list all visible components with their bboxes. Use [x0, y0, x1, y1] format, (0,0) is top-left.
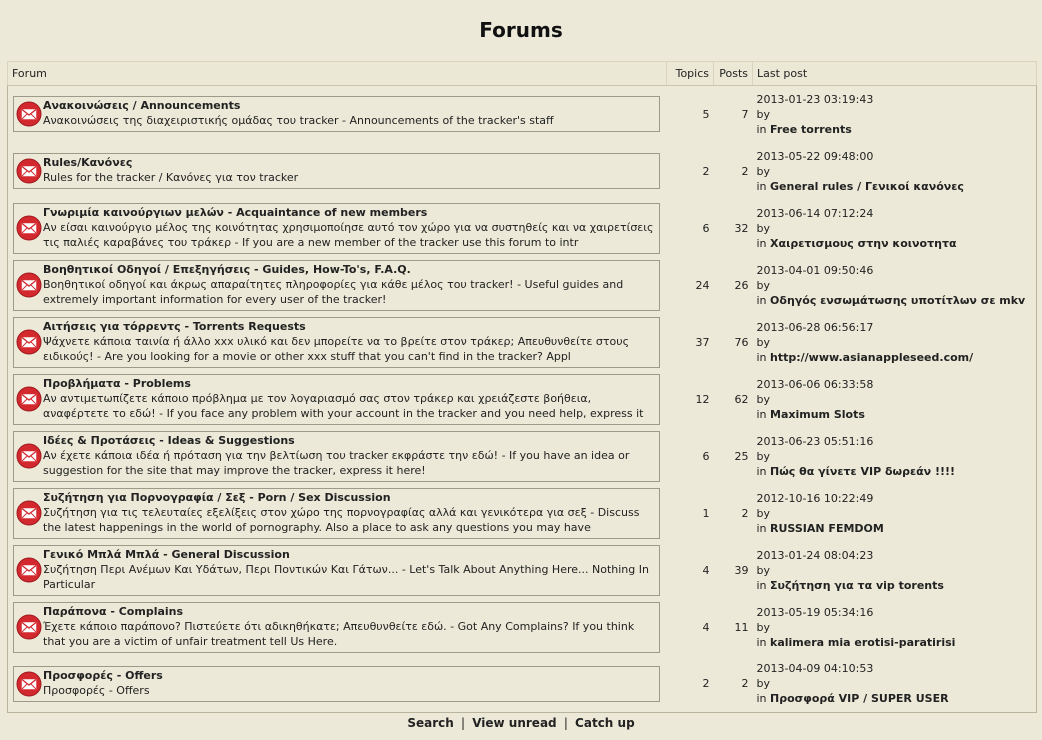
envelope-icon	[16, 614, 42, 640]
last-post-topic-link[interactable]: Συζήτηση για τα vip torents	[770, 578, 944, 592]
forum-row	[8, 314, 1037, 371]
forum-cell	[8, 257, 667, 314]
last-post-cell	[753, 143, 1037, 200]
last-post-in-label: in	[756, 179, 767, 193]
last-post-topic-link[interactable]: Προσφορά VIP / SUPER USER	[770, 692, 949, 706]
last-post-by: by	[756, 449, 770, 463]
forum-cell	[8, 314, 667, 371]
last-post-in	[757, 578, 1037, 593]
forum-box	[13, 153, 660, 189]
forum-link[interactable]: Γνωριμία καινούργιων μελών - Acquaintance of new members	[43, 205, 428, 219]
forum-link[interactable]: Προβλήματα - Problems	[43, 376, 191, 390]
forum-link[interactable]: Βοηθητικοί Οδηγοί / Επεξηγήσεις - Guides, How-To's, F.A.Q.	[43, 262, 411, 276]
forum-description: Συζήτηση Περι Ανέμων Και Υδάτων, Περι Ποντικών Και Γάτων... - Let's Talk About Anything Here... Nothing In Particular	[43, 562, 649, 591]
last-post-in-label: in	[756, 236, 767, 250]
envelope-icon	[16, 329, 42, 355]
topics-count: 1	[702, 506, 710, 520]
envelope-icon	[16, 272, 42, 298]
forum-row	[8, 257, 1037, 314]
forum-row	[8, 371, 1037, 428]
forum-box	[13, 203, 660, 254]
last-post-topic-link[interactable]: Maximum Slots	[770, 407, 865, 421]
forum-list	[8, 86, 1037, 713]
last-post-by: by	[756, 563, 770, 577]
last-post-in	[757, 464, 1037, 479]
last-post-cell	[753, 200, 1037, 257]
forum-link[interactable]: Γενικό Μπλά Μπλά - General Discussion	[43, 547, 290, 561]
last-post-date: 2013-05-19 05:34:16	[756, 605, 874, 619]
forum-cell	[8, 86, 667, 143]
forum-box	[13, 488, 660, 539]
page-title: Forums	[479, 18, 563, 42]
forum-link[interactable]: Αιτήσεις για τόρρεντς - Torrents Requests	[43, 319, 306, 333]
last-post-date: 2013-01-24 08:04:23	[756, 548, 874, 562]
search-link[interactable]: Search	[407, 716, 454, 730]
forum-description: Έχετε κάποιο παράπονο? Πιστεύετε ότι αδικηθήκατε; Απευθυνθείτε εδώ. - Got Any Complains? If you think that you are a victim of unfair treatment tell Us Here.	[43, 619, 635, 648]
last-post-date: 2013-04-01 09:50:46	[756, 263, 874, 277]
view-unread-link[interactable]: View unread	[472, 716, 557, 730]
posts-count: 25	[734, 449, 749, 463]
topics-count: 2	[702, 677, 710, 691]
posts-count: 62	[734, 392, 749, 406]
forum-box	[13, 317, 660, 368]
last-post-in-label: in	[756, 407, 767, 421]
envelope-icon	[16, 386, 42, 412]
last-post-in	[757, 179, 1037, 194]
footer-separator: |	[460, 716, 466, 730]
last-post-topic-link[interactable]: Οδηγός ενσωμάτωσης υποτίτλων σε mkv	[770, 293, 1026, 307]
last-post-in-label: in	[756, 578, 767, 592]
last-post-by: by	[756, 506, 770, 520]
last-post-in-label: in	[756, 122, 767, 136]
forum-description: Αν είσαι καινούργιο μέλος της κοινότητας χρησιμοποίησε αυτό τον χώρο για να συστηθείς και να χαιρετίσεις τις παλιές καραβάνες του τράκερ - If you are a new member of the tracker use this forum to intr	[43, 220, 654, 249]
last-post-by: by	[756, 620, 770, 634]
last-post-in	[757, 350, 1037, 365]
forum-box	[13, 666, 660, 702]
forum-link[interactable]: Rules/Κανόνες	[43, 156, 133, 169]
footer-separator: |	[563, 716, 568, 730]
forum-row	[8, 86, 1037, 143]
last-post-topic-link[interactable]: Χαιρετισμους στην κοινοτητα	[770, 236, 957, 250]
envelope-icon	[16, 500, 42, 526]
last-post-topic-link[interactable]: http://www.asianappleseed.com/	[770, 350, 974, 364]
last-post-in	[757, 635, 1037, 650]
forum-row	[8, 143, 1037, 200]
last-post-cell	[753, 542, 1037, 599]
topics-count: 24	[695, 278, 710, 292]
forum-box	[13, 374, 660, 425]
topics-count: 6	[702, 221, 710, 235]
last-post-date: 2013-01-23 03:19:43	[756, 92, 874, 106]
header-forum: Forum	[8, 62, 667, 86]
envelope-icon	[16, 443, 42, 469]
last-post-cell	[753, 485, 1037, 542]
last-post-date: 2013-04-09 04:10:53	[756, 662, 874, 676]
forum-description: Rules for the tracker / Κανόνες για τον tracker	[43, 171, 299, 184]
last-post-by: by	[756, 335, 770, 349]
forum-description: Αν αντιμετωπίζετε κάποιο πρόβλημα με τον λογαριασμό σας στον τράκερ και χρειάζεστε βοήθεια, αναφέρτετε το εδώ! - If you face any problem with your account in the tracker and you need help, express it	[43, 391, 644, 420]
last-post-cell	[753, 599, 1037, 656]
last-post-cell	[753, 428, 1037, 485]
posts-count: 76	[734, 335, 749, 349]
last-post-by: by	[756, 392, 770, 406]
forum-cell	[8, 428, 667, 485]
forum-description: Αν έχετε κάποια ιδέα ή πρόταση για την βελτίωση του tracker εκφράστε την εδώ! - If you have an idea or suggestion for the site that may improve the tracker, express it here!	[43, 448, 630, 477]
forum-description: Ανακοινώσεις της διαχειριστικής ομάδας του tracker - Announcements of the tracker's staff	[43, 114, 554, 128]
forum-table	[7, 61, 1037, 713]
envelope-icon	[16, 557, 42, 583]
last-post-topic-link[interactable]: General rules / Γενικοί κανόνες	[770, 179, 964, 193]
posts-count: 11	[734, 620, 749, 634]
forum-cell	[8, 599, 667, 656]
forum-description: Προσφορές - Offers	[43, 683, 150, 697]
forum-box	[13, 260, 660, 311]
topics-count: 5	[702, 107, 710, 121]
forum-row	[8, 599, 1037, 656]
envelope-icon	[16, 215, 42, 241]
posts-count: 39	[734, 563, 749, 577]
last-post-in	[757, 293, 1037, 308]
last-post-in	[757, 407, 1037, 422]
topics-count: 2	[702, 164, 710, 178]
envelope-icon	[16, 158, 42, 184]
posts-count: 2	[741, 164, 749, 178]
last-post-topic-link[interactable]: kalimera mia erotisi-paratirisi	[770, 635, 956, 649]
last-post-cell	[753, 86, 1037, 143]
forum-box	[13, 431, 660, 482]
forum-row	[8, 200, 1037, 257]
forum-description: Βοηθητικοί οδηγοί και άκρως απαραίτητες πληροφορίες για κάθε μέλος του tracker! - Useful guides and extremely important information for every user of the tracker!	[43, 277, 624, 306]
forum-description: Ψάχνετε κάποια ταινία ή άλλο xxx υλικό και δεν μπορείτε να το βρείτε στον τράκερ; Απευθυνθείτε στους ειδικούς! - Are you looking for a movie or other xxx stuff that you can't find in the tracker? Appl	[43, 334, 630, 363]
last-post-in-label: in	[756, 692, 767, 706]
footer-links	[0, 716, 1042, 730]
last-post-topic-link[interactable]: RUSSIAN FEMDOM	[770, 521, 884, 535]
last-post-in	[757, 236, 1037, 251]
last-post-in-label: in	[756, 464, 767, 478]
last-post-in-label: in	[756, 521, 767, 535]
forum-cell	[8, 485, 667, 542]
forum-cell	[8, 200, 667, 257]
catch-up-link[interactable]: Catch up	[575, 716, 635, 730]
envelope-icon	[16, 101, 42, 127]
last-post-date: 2013-06-28 06:56:17	[756, 320, 874, 334]
last-post-date: 2013-05-22 09:48:00	[756, 149, 874, 163]
forum-cell	[8, 371, 667, 428]
forum-link[interactable]: Παράπονα - Complains	[43, 604, 184, 618]
last-post-cell	[753, 314, 1037, 371]
forum-link[interactable]: Ανακοινώσεις / Announcements	[43, 99, 241, 113]
last-post-cell	[753, 656, 1037, 713]
last-post-cell	[753, 257, 1037, 314]
forum-cell	[8, 542, 667, 599]
last-post-by: by	[756, 107, 770, 121]
forum-row	[8, 485, 1037, 542]
forum-link[interactable]: Συζήτηση για Πορνογραφία / Σεξ - Porn / Sex Discussion	[43, 490, 391, 504]
table-header-row	[8, 62, 1037, 86]
posts-count: 2	[741, 677, 749, 691]
header-posts: Posts	[714, 62, 753, 86]
last-post-topic-link[interactable]: Πώς θα γίνετε VIP δωρεάν !!!!	[770, 464, 956, 478]
topics-count: 4	[702, 620, 710, 634]
last-post-topic-link[interactable]: Free torrents	[770, 122, 852, 136]
posts-count: 2	[741, 506, 749, 520]
topics-count: 4	[702, 563, 710, 577]
last-post-in-label: in	[756, 350, 767, 364]
header-last-post: Last post	[753, 62, 1037, 86]
last-post-in	[757, 691, 1037, 706]
posts-count: 26	[734, 278, 749, 292]
forum-description: Συζήτηση για τις τελευταίες εξελίξεις στον χώρο της πορνογραφίας αλλά και γενικότερα για σεξ - Discuss the latest happenings in the world of pornography. Also a place to ask any questions you may have	[43, 505, 640, 534]
envelope-icon	[16, 671, 42, 697]
last-post-date: 2013-06-23 05:51:16	[756, 434, 874, 448]
last-post-by: by	[756, 164, 770, 178]
last-post-by: by	[756, 278, 770, 292]
forum-link[interactable]: Προσφορές - Offers	[43, 668, 163, 682]
forum-box	[13, 96, 660, 132]
last-post-in-label: in	[756, 293, 767, 307]
forum-box	[13, 545, 660, 596]
last-post-cell	[753, 371, 1037, 428]
last-post-in-label: in	[756, 635, 767, 649]
forum-row	[8, 428, 1037, 485]
last-post-date: 2013-06-06 06:33:58	[756, 377, 874, 391]
forum-cell	[8, 143, 667, 200]
topics-count: 6	[702, 449, 710, 463]
forum-cell	[8, 656, 667, 713]
last-post-by: by	[756, 221, 770, 235]
last-post-date: 2013-06-14 07:12:24	[756, 206, 874, 220]
forum-row	[8, 656, 1037, 713]
last-post-in	[757, 521, 1037, 536]
forum-row	[8, 542, 1037, 599]
topics-count: 12	[695, 392, 710, 406]
forum-link[interactable]: Ιδέες & Προτάσεις - Ideas & Suggestions	[43, 433, 295, 447]
last-post-date: 2012-10-16 10:22:49	[756, 491, 874, 505]
last-post-in	[757, 122, 1037, 137]
forum-box	[13, 602, 660, 653]
topics-count: 37	[695, 335, 710, 349]
last-post-by: by	[756, 677, 770, 691]
posts-count: 32	[734, 221, 749, 235]
posts-count: 7	[741, 107, 749, 121]
header-topics: Topics	[667, 62, 714, 86]
